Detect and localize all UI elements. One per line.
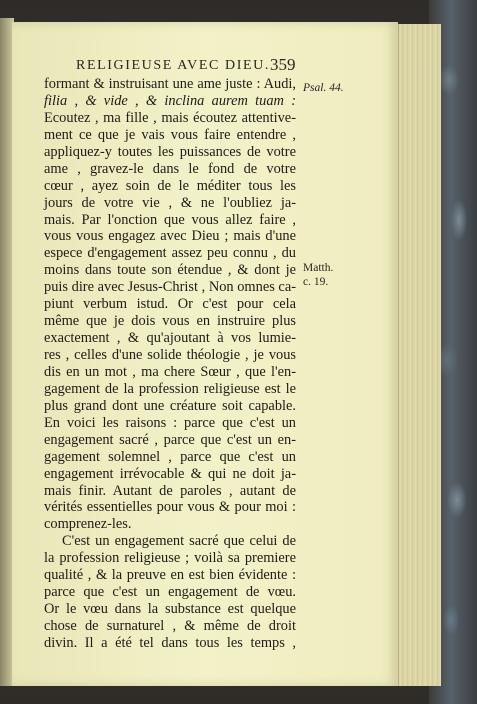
text-line: gagement de la profession religieuse est le bbox=[44, 380, 296, 397]
text-line: res , celles d'une solide théologie , je vous bbox=[44, 347, 296, 363]
text-line: C'est un engagement sacré que celui de bbox=[62, 533, 296, 550]
text-line: jours de votre vie , & ne l'oubliez ja- bbox=[44, 194, 296, 211]
text-line: cœur , ayez soin de le méditer tous les bbox=[44, 177, 296, 194]
text-line: mais finir. Autant de paroles , autant de bbox=[44, 482, 296, 499]
text-line: dis en un mot , ma chere Sœur , que l'en- bbox=[44, 363, 296, 380]
text-line: moins dans toute son étendue , & dont je bbox=[44, 262, 296, 279]
text-line: ame , gravez-le dans le fond de votre bbox=[44, 160, 296, 177]
text-line: vérités essentielles pour vous & pour moi : bbox=[44, 499, 296, 516]
margin-note-psalm: Psal. 44. bbox=[303, 82, 344, 94]
text-line: engagement sacré , parce que c'est un en- bbox=[44, 431, 296, 448]
text-line: gagement solemnel , parce que c'est un bbox=[44, 448, 296, 465]
text-line: comprenez-les. bbox=[44, 516, 132, 533]
text-line: chose de surnaturel , & même de droit bbox=[44, 618, 296, 634]
text-line: piunt verbum istud. Or c'est pour cela bbox=[44, 296, 296, 313]
running-title: RELIGIEUSE AVEC DIEU. bbox=[76, 58, 270, 73]
text-line: Ecoutez , ma fille , mais écoutez attentive- bbox=[44, 109, 296, 126]
text-line: puis dire avec Jesus-Christ , Non omnes ca- bbox=[44, 279, 296, 296]
text-line: En voici les raisons : parce que c'est un bbox=[44, 414, 296, 431]
text-line: la profession religieuse ; voilà sa premiere bbox=[44, 550, 296, 567]
text-line: divin. Il a été tel dans tous les temps , bbox=[44, 634, 296, 651]
text-line: qualité , & la preuve en est bien évidente : bbox=[44, 567, 296, 584]
text-line: formant & instruisant une ame juste : Audi, bbox=[44, 76, 296, 92]
text-line: Or le vœu dans la substance est quelque bbox=[44, 601, 296, 618]
text-line: ment ce que je vais vous faire entendre , bbox=[44, 126, 296, 143]
margin-note-matthew: Matth. bbox=[303, 262, 334, 274]
text-line: plus grand dont une créature soit capable. bbox=[44, 397, 296, 414]
margin-note-matthew-ref: c. 19. bbox=[303, 276, 329, 288]
page-number: 359 bbox=[270, 55, 296, 74]
text-line: filia , & vide , & inclina aurem tuam : bbox=[44, 92, 296, 109]
body-text bbox=[44, 76, 296, 652]
text-line: espece d'engagement assez peu connu , du bbox=[44, 245, 296, 262]
text-line: engagement irrévocable & qui ne doit ja- bbox=[44, 465, 296, 482]
text-line: appliquez-y toutes les puissances de votre bbox=[44, 143, 296, 160]
text-line: parce que c'est un engagement de vœu. bbox=[44, 584, 296, 601]
text-line: même que je dois vous en instruire plus bbox=[44, 313, 296, 330]
text-line: vous vous engagez avec Dieu ; mais d'une bbox=[44, 228, 296, 245]
text-line: mais. Par l'onction que vous allez faire , bbox=[44, 211, 296, 228]
page-stack-edge bbox=[398, 24, 441, 686]
text-line: exactement , & qu'ajoutant à vos lumie- bbox=[44, 330, 296, 347]
